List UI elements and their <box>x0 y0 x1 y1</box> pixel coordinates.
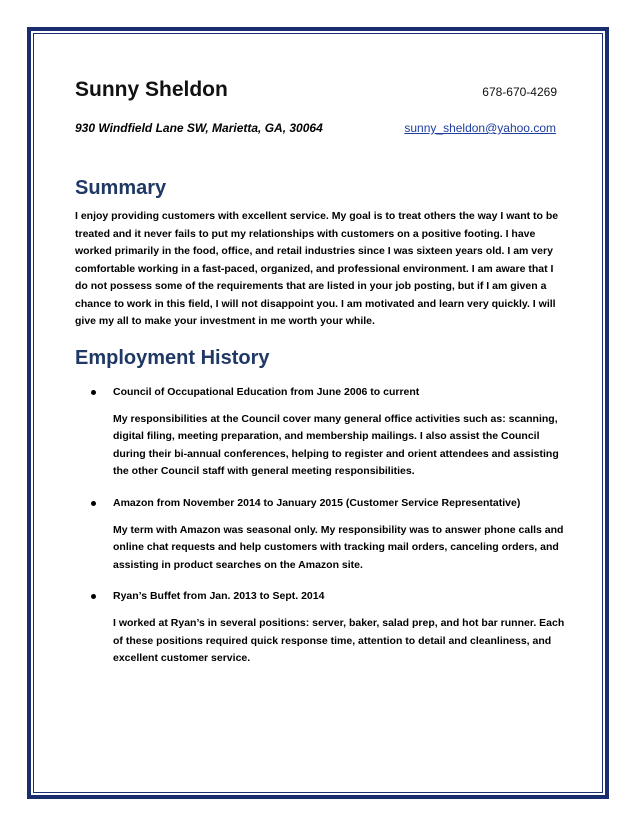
email-link[interactable]: sunny_sheldon@yahoo.com <box>404 121 556 135</box>
job-item <box>75 383 565 481</box>
candidate-name: Sunny Sheldon <box>75 78 228 101</box>
job-description: I worked at Ryan’s in several positions: server, baker, salad prep, and hot bar runner. Each of these positions required quick response time, attention to detail and cleanliness, and excellent customer service. <box>113 617 565 664</box>
job-title: Amazon from November 2014 to January 2015 (Customer Service Representative) <box>113 496 521 509</box>
job-list <box>75 383 565 668</box>
header-row <box>75 78 565 104</box>
bullet-icon <box>91 501 96 506</box>
job-item <box>75 494 565 575</box>
contact-row <box>75 121 565 135</box>
job-title: Ryan’s Buffet from Jan. 2013 to Sept. 2014 <box>113 590 325 602</box>
summary-text: I enjoy providing customers with excellent service. My goal is to treat others the way I want to be treated and it never fails to put my relationships with customers on a positive footing. I have worked primarily in the food, office, and retail industries since I was sixteen years old. I am very comfortable working in a fast-paced, organized, and professional environment. I am aware that I do not possess some of the requirements that are listed in your job posting, but if I am given a chance to work in this field, I will not disappoint you. I am motivated and learn very quickly. I will give my all to make your investment in me worth your while. <box>75 210 559 327</box>
phone-number: 678-670-4269 <box>482 85 557 99</box>
job-description: My term with Amazon was seasonal only. My responsibility was to answer phone calls and online chat requests and help customers with tracking mail orders, canceling orders, and assisting in product searches on the Amazon site. <box>113 523 564 571</box>
bullet-icon <box>91 390 96 395</box>
resume-body <box>75 78 565 681</box>
summary-heading: Summary <box>75 177 167 199</box>
address: 930 Windfield Lane SW, Marietta, GA, 30064 <box>75 121 323 135</box>
job-item <box>75 587 565 668</box>
job-description: My responsibilities at the Council cover many general office activities such as: scanning, digital filing, meeting preparation, and membership mailings. I also assist the Council during their bi-annual conferences, helping to register and orient attendees and assisting the other Council staff with general meeting responsibilities. <box>113 412 559 477</box>
employment-heading: Employment History <box>75 346 270 369</box>
job-title: Council of Occupational Education from June 2006 to current <box>113 385 420 398</box>
bullet-icon <box>91 594 96 599</box>
